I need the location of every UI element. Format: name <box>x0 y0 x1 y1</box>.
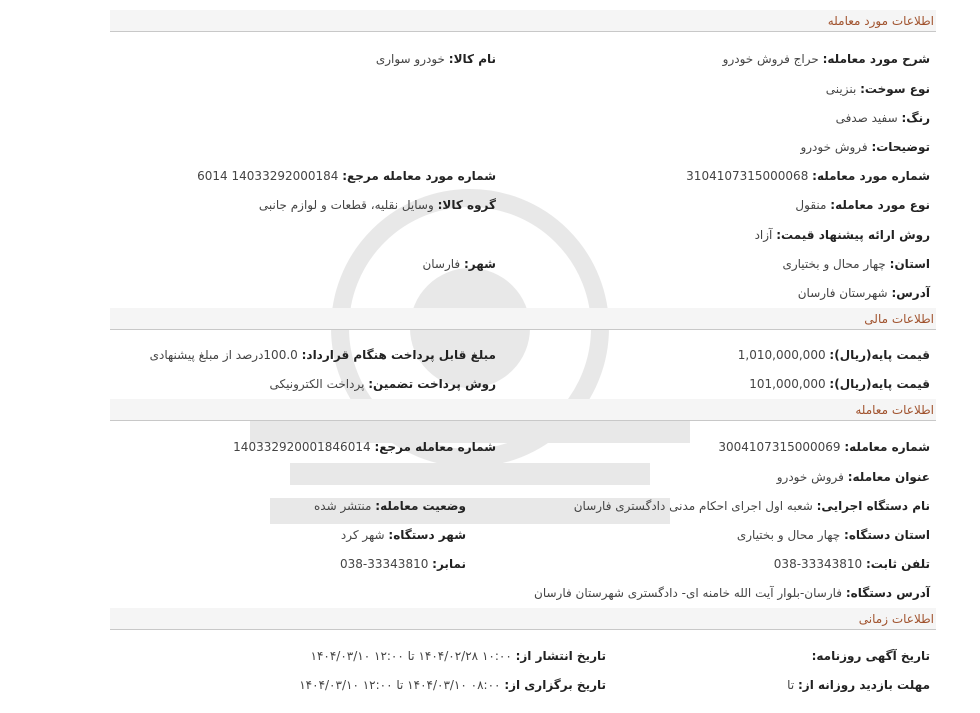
deal-row-color <box>110 107 936 133</box>
finance-row-1 <box>110 344 936 370</box>
fax-field: نمابر: 33343810-038 <box>340 557 466 571</box>
transaction-row-location <box>110 524 936 550</box>
hold-date-field: تاریخ برگزاری از: ۰۸:۰۰ ۱۴۰۴/۰۳/۱۰ تا ۱۲:۰۰ ۱۴۰۴/۰۳/۱۰ <box>299 678 606 692</box>
transaction-row-org <box>110 495 936 521</box>
deal-row-location <box>110 253 936 279</box>
org-address-field: آدرس دستگاه: فارسان-بلوار آیت الله خامنه ای- دادگستری شهرستان فارسان <box>534 586 930 600</box>
deal-row-address <box>110 282 936 308</box>
goods-group-field: گروه کالا: وسایل نقلیه، قطعات و لوازم جانبی <box>258 198 496 212</box>
city-field: شهر: فارسان <box>422 257 496 271</box>
timing-row-1 <box>110 645 936 671</box>
deal-row-fuel <box>110 78 936 104</box>
section-title-transaction: اطلاعات معامله <box>110 399 936 421</box>
section-title-finance: اطلاعات مالی <box>110 308 936 330</box>
transaction-ref-number-field: شماره معامله مرجع: 140332920001846014 <box>233 440 496 454</box>
deal-description-field: شرح مورد معامله: حراج فروش خودرو <box>722 52 930 66</box>
publish-date-field: تاریخ انتشار از: ۱۰:۰۰ ۱۴۰۴/۰۲/۲۸ تا ۱۲:۰۰ ۱۴۰۴/۰۳/۱۰ <box>310 649 606 663</box>
guarantee-method-field: روش پرداخت تضمین: پرداخت الکترونیکی <box>269 377 496 391</box>
transaction-row-title <box>110 466 936 492</box>
fuel-type-field: نوع سوخت: بنزینی <box>825 82 930 96</box>
timing-row-2 <box>110 674 936 700</box>
deal-row-number <box>110 165 936 191</box>
deal-number-field: شماره مورد معامله: 3104107315000068 <box>686 169 930 183</box>
daily-visit-field: مهلت بازدید روزانه از: تا <box>787 678 930 692</box>
deal-row-desc <box>110 48 936 74</box>
deal-row-type <box>110 194 936 220</box>
deal-row-method <box>110 224 936 250</box>
deal-row-notes <box>110 136 936 162</box>
transaction-number-field: شماره معامله: 3004107315000069 <box>718 440 930 454</box>
province-field: استان: چهار محال و بختیاری <box>782 257 930 271</box>
executive-org-field: نام دستگاه اجرایی: شعبه اول اجرای احکام مدنی دادگستری فارسان <box>573 499 930 513</box>
goods-name-field: نام کالا: خودرو سواری <box>375 52 496 66</box>
phone-field: تلفن ثابت: 33343810-038 <box>773 557 930 571</box>
section-title-deal: اطلاعات مورد معامله <box>110 10 936 32</box>
finance-row-2 <box>110 373 936 399</box>
base-price-field: قیمت پایه(ریال): 1,010,000,000 <box>737 348 930 362</box>
transaction-status-field: وضعیت معامله: منتشر شده <box>313 499 466 513</box>
transaction-row-number <box>110 436 936 462</box>
newspaper-ad-date-field: تاریخ آگهی روزنامه: <box>811 649 930 663</box>
notes-field: توضیحات: فروش خودرو <box>800 140 930 154</box>
section-title-timing: اطلاعات زمانی <box>110 608 936 630</box>
org-city-field: شهر دستگاه: شهر کرد <box>340 528 466 542</box>
deal-type-field: نوع مورد معامله: منقول <box>795 198 930 212</box>
bid-method-field: روش ارائه پیشنهاد قیمت: آزاد <box>754 228 930 242</box>
address-field: آدرس: شهرستان فارسان <box>797 286 930 300</box>
transaction-row-address <box>110 582 936 608</box>
transaction-title-field: عنوان معامله: فروش خودرو <box>776 470 930 484</box>
payable-amount-field: مبلغ قابل پرداخت هنگام قرارداد: 100.0درصد از مبلغ پیشنهادی <box>149 348 496 362</box>
transaction-row-phone <box>110 553 936 579</box>
deal-ref-number-field: شماره مورد معامله مرجع: 14033292000184 6014 <box>197 169 496 183</box>
color-field: رنگ: سفید صدفی <box>835 111 930 125</box>
base-price-deposit-field: قیمت پایه(ریال): 101,000,000 <box>749 377 930 391</box>
org-province-field: استان دستگاه: چهار محال و بختیاری <box>736 528 930 542</box>
